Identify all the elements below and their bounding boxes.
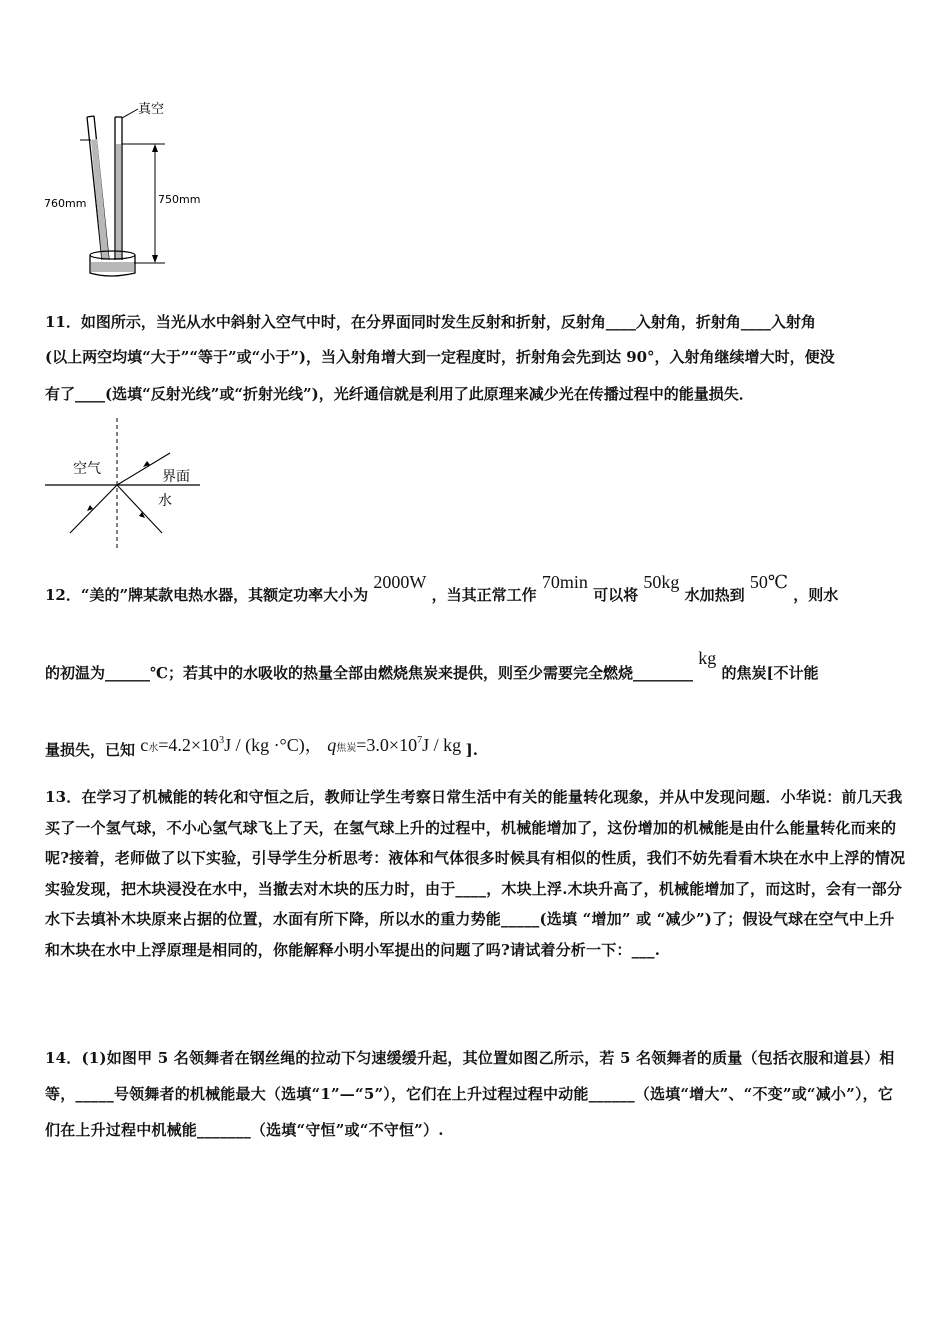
right-height-label: 750mm — [158, 193, 201, 206]
q12-line3-a: 量损失，已知 — [45, 741, 136, 759]
q12-temp: 50℃ — [749, 572, 788, 592]
q12-part4: 水加热到 — [684, 586, 745, 604]
q11-line1: 11．如图所示，当光从水中斜射入空气中时，在分界面同时发生反射和折射，反射角____入射角，折射角____入射角 — [45, 313, 816, 331]
refraction-figure — [40, 415, 210, 555]
q12-line2-a: 的初温为______℃；若其中的水吸收的热量全部由燃烧焦炭来提供，则至少需要完全燃烧________ — [45, 664, 693, 682]
left-height-label: 760mm — [44, 197, 87, 210]
barometer-figure — [40, 95, 220, 280]
q14-paragraph: 14．(1)如图甲 5 名领舞者在钢丝绳的拉动下匀速缓缓升起，其位置如图乙所示，若 5 名领舞者的质量（包括衣服和道县）相等，_____号领舞者的机械能最大（选填“1”—“5”），它们在上升过程过程中动能______（选填“增大”、“不变”或“减小”），它们在上升过程中机械能_______（选填“守恒”或“不守恒”）. — [45, 1049, 895, 1139]
q12-part2: ，当其正常工作 — [431, 586, 537, 604]
q12-mass: 50kg — [643, 572, 680, 592]
q12-line2-b: 的焦炭[不计能 — [721, 664, 819, 682]
q12-part3: 可以将 — [593, 586, 639, 604]
q11-line2: (以上两空均填“大于”“等于”或“小于”)，当入射角增大到一定程度时，折射角会先到达 90°，入射角继续增大时，便没 — [45, 348, 835, 366]
q12-line2 — [45, 648, 819, 683]
q12-part5: ，则水 — [793, 586, 839, 604]
q12-unit-kg: kg — [698, 648, 717, 668]
q12-line3-end: ]. — [465, 741, 478, 759]
vacuum-label: 真空 — [138, 102, 165, 117]
q13-paragraph: 13．在学习了机械能的转化和守恒之后，教师让学生考察日常生活中有关的能量转化现象，并从中发现问题．小华说：前几天我买了一个氢气球，不小心氢气球飞上了天，在氢气球上升的过程中，机械能增加了，这份增加的机械能是由什么能量转化而来的呢?接着，老师做了以下实验，引导学生分析思考：液体和气体很多时候具有相似的性质，我们不妨先看看木块在水中上浮的情况实验发现，把木块浸没在水中，当撤去对木块的压力时，由于____，木块上浮.木块升高了，机械能增加了，而这时，会有一部分水下去填补木块原来占据的位置，水面有所下降，所以水的重力势能_____(选填 “增加” 或 “减少”)了；假设气球在空气中上升和木块在水中上浮原理是相同的，你能解释小明小军提出的问题了吗?请试着分析一下：___. — [45, 788, 906, 959]
q12-line3 — [45, 735, 478, 761]
interface-label: 界面 — [162, 469, 190, 485]
q12-time: 70min — [541, 572, 588, 592]
q12-line1 — [45, 572, 839, 605]
q12-part1: 12．“美的”牌某款电热水器，其额定功率大小为 — [45, 586, 369, 604]
q11-line3: 有了____(选填“反射光线”或“折射光线”)，光纤通信就是利用了此原理来减少光在传播过程中的能量损失． — [45, 385, 754, 403]
water-label: 水 — [158, 493, 172, 509]
q12-power: 2000W — [373, 572, 427, 592]
air-label: 空气 — [73, 461, 101, 477]
q12-specific-heat: c水$=4.2\times 10^3J / (kg \cdot^\circ C)$， q焦炭$=3.0\times 10^7J$ / kg — [140, 735, 462, 755]
